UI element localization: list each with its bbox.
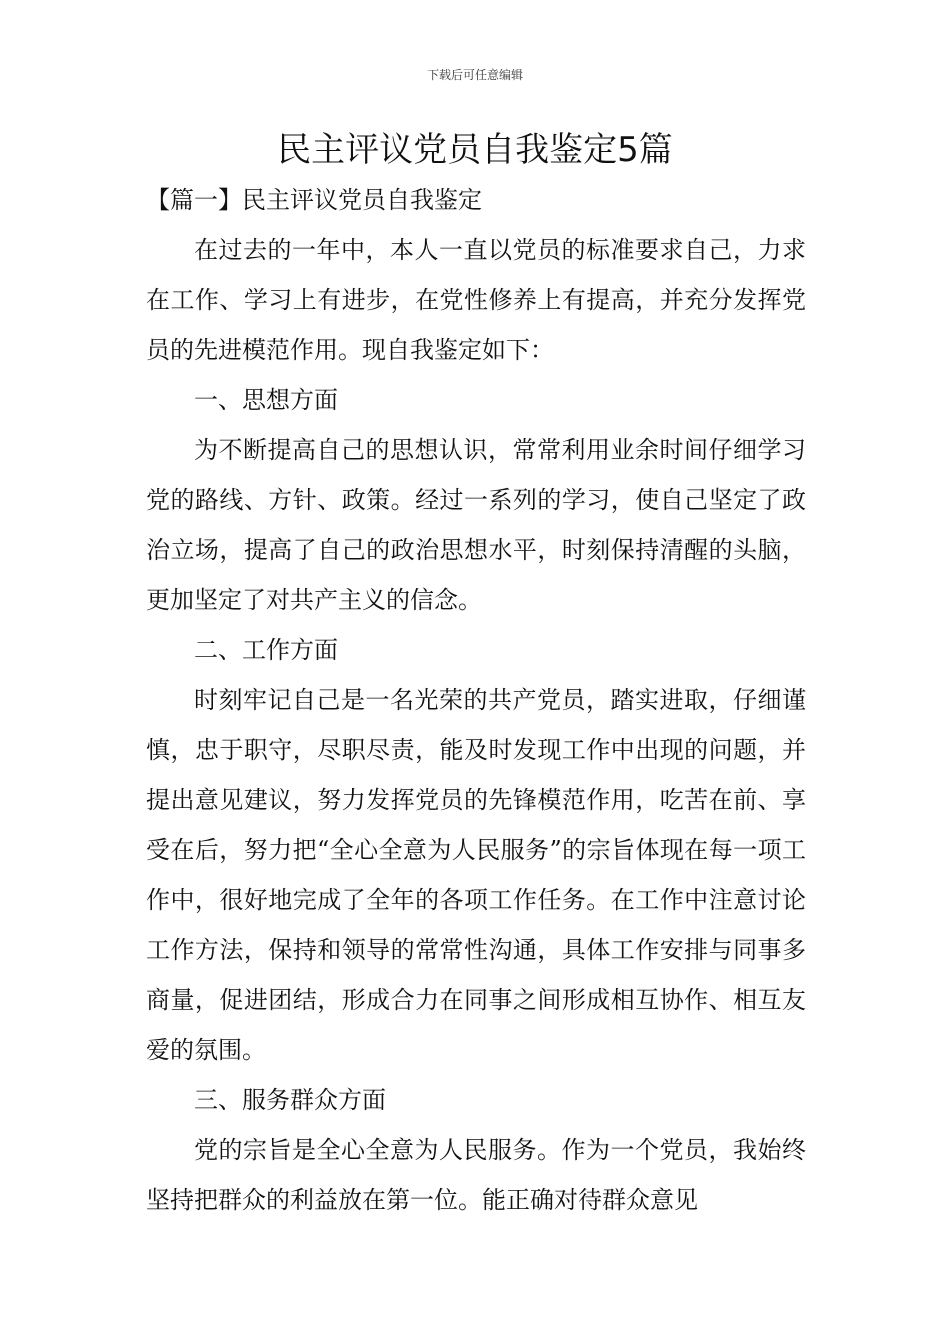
header-note: 下载后可任意编辑	[426, 68, 523, 82]
section-heading: 【篇一】民主评议党员自我鉴定	[146, 186, 482, 214]
paragraph-service: 党的宗旨是全心全意为人民服务。作为一个党员，我始终坚持把群众的利益放在第一位。能正确对待群众意见	[146, 1136, 806, 1214]
paragraph-intro: 在过去的一年中，本人一直以党员的标准要求自己，力求在工作、学习上有进步，在党性修养上有提高，并充分发挥党员的先进模范作用。现自我鉴定如下：	[146, 236, 806, 364]
paragraph-work: 时刻牢记自己是一名光荣的共产党员，踏实进取，仔细谨慎，忠于职守，尽职尽责，能及时发现工作中出现的问题，并提出意见建议，努力发挥党员的先锋模范作用，吃苦在前、享受在后，努力把“全心全意为人民服务”的宗旨体现在每一项工作中，很好地完成了全年的各项工作任务。在工作中注意讨论工作方法，保持和领导的常常性沟通，具体工作安排与同事多商量，促进团结，形成合力在同事之间形成相互协作、相互友爱的氛围。	[146, 686, 806, 1064]
paragraph-thought: 为不断提高自己的思想认识，常常利用业余时间仔细学习党的路线、方针、政策。经过一系列的学习，使自己坚定了政治立场，提高了自己的政治思想水平，时刻保持清醒的头脑，更加坚定了对共产主义的信念。	[146, 436, 806, 614]
document-title: 民主评议党员自我鉴定5篇	[277, 130, 673, 170]
subheading-work: 二、工作方面	[194, 636, 338, 664]
subheading-thought: 一、思想方面	[194, 386, 338, 414]
subheading-service: 三、服务群众方面	[194, 1086, 386, 1114]
document-body	[146, 175, 806, 1225]
